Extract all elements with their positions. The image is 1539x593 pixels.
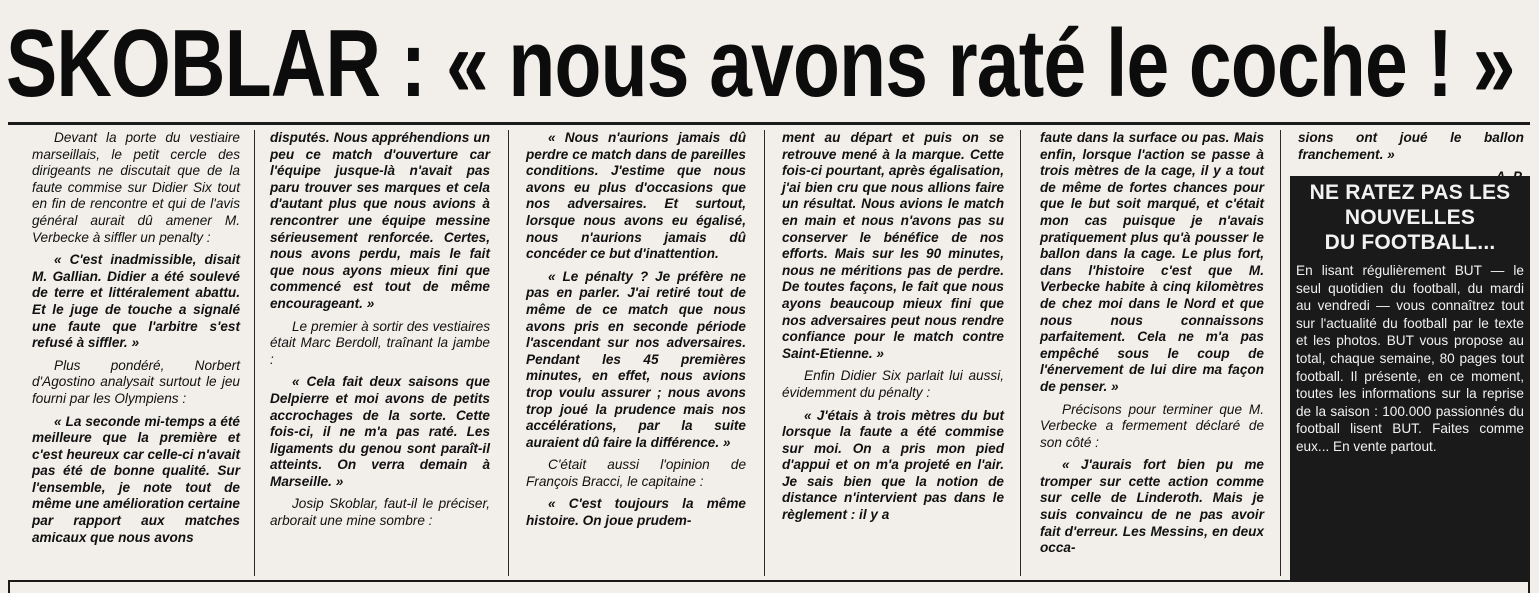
- article-paragraph: « C'est inadmissible, disait M. Gallian. Didier a été soulevé de terre et littéralement abattu. Et le juge de touche a signalé une faute que l'arbitre s'est refusé à siffler. »: [32, 252, 240, 351]
- promo-title-line: NOUVELLES: [1344, 206, 1476, 229]
- promo-title-line: NE RATEZ PAS LES: [1309, 181, 1511, 204]
- article-paragraph: « J'aurais fort bien pu me tromper sur cette action comme sur celle de Linderoth. Mais je suis convaincu de ne pas avoir fait d'erreur. Les Messins, en deux occa-: [1040, 457, 1264, 556]
- column-divider: [508, 130, 509, 576]
- promo-body: En lisant régulièrement BUT — le seul quotidien du football, du mardi au vendredi — vous connaîtrez tout sur l'actualité du football par le texte et les photos. BUT vous propose au total, chaque semaine, 80 pages tout football. Il présente, en ce moment, toutes les informations sur la reprise de la saison : 100.000 passionnés du football lisent BUT. Faites comme eux... En vente partout.: [1296, 263, 1524, 454]
- article-column-3: [526, 130, 746, 578]
- column-divider: [764, 130, 765, 576]
- article-paragraph: Plus pondéré, Norbert d'Agostino analysait surtout le jeu fourni par les Olympiens :: [32, 357, 240, 406]
- article-column-6: [1298, 130, 1524, 174]
- article-paragraph: ment au départ et puis on se retrouve mené à la marque. Cette fois-ci pourtant, après égalisation, j'ai bien cru que nous allions faire un résultat. Nous avions le match en main et nous n'avons pas su conserver le bénéfice de nos efforts. Mais sur les 90 minutes, nous ne méritions pas de perdre. De toutes façons, le fait que nous ayons beaucoup mieux fini que nos adversaires peut nous rendre confiance pour le match contre Saint-Etienne. »: [782, 130, 1004, 361]
- article-paragraph: Devant la porte du vestiaire marseillais, le petit cercle des dirigeants ne discutait que de la faute commise sur Didier Six tout en fin de rencontre et qui de l'avis général aurait dû amener M. Verbecke à siffler un penalty :: [32, 130, 240, 245]
- article-column-2: [270, 130, 490, 578]
- promo-title-line: DU FOOTBALL...: [1324, 231, 1496, 254]
- article-paragraph: C'était aussi l'opinion de François Bracci, le capitaine :: [526, 457, 746, 489]
- article-paragraph: « La seconde mi-temps a été meilleure que la première et c'est heureux car celle-ci n'avait pas été de bonne qualité. Sur l'ensemble, je note tout de même une amélioration certaine par rapport aux matches amicaux que nous avons: [32, 413, 240, 545]
- next-article-frame: [8, 582, 1530, 593]
- article-paragraph: « Le pénalty ? Je préfère ne pas en parler. J'ai retiré tout de même de ce match que nous avons pris en seconde période l'ascendant sur nos adversaires. Pendant les 45 premières minutes, en effet, nous avions trop voulu assurer ; nous avons trop joué la prudence mais nos accélérations, par la suite auraient dû faire la différence. »: [526, 268, 746, 450]
- article-paragraph: Josip Skoblar, faut-il le préciser, arborait une mine sombre :: [270, 496, 490, 529]
- column-divider: [1020, 130, 1021, 576]
- promo-box: [1290, 176, 1530, 580]
- headline: SKOBLAR : « nous avons raté le coche ! »: [6, 10, 1515, 117]
- article-paragraph: faute dans la surface ou pas. Mais enfin, lorsque l'action se passe à trois mètres de la cage, il y a tout de même de fortes chances pour que le but soit marqué, et c'était mon cas puisque je n'avais pratiquement plus qu'à pousser le ballon dans la cage. Le plus fort, dans l'histoire c'est que M. Verbecke habite à cinq kilomètres de chez moi dans le Nord et que nous nous connaissons parfaitement. Cela ne m'a pas empêché sous le coup de l'énervement de lui dire ma façon de penser. »: [1040, 130, 1264, 394]
- article-paragraph: Le premier à sortir des vestiaires était Marc Berdoll, traînant la jambe :: [270, 318, 490, 367]
- column-divider: [1280, 130, 1281, 576]
- headline-rule: [8, 122, 1530, 125]
- article-paragraph: « J'étais à trois mètres du but lorsque la faute a été commise sur moi. On a pris mon pied d'appui et on m'a projeté en l'air. Je sais bien que la notion de distance n'intervient pas dans le règlement : il y a: [782, 407, 1004, 523]
- article-paragraph: « Nous n'aurions jamais dû perdre ce match dans de pareilles conditions. J'estime que nous avons eu plus d'occasions que nos adversaires. Et surtout, lorsque nous avons eu égalisé, nous n'aurions jamais dû concéder ce but d'inattention.: [526, 130, 746, 262]
- article-paragraph: « C'est toujours la même histoire. On joue prudem-: [526, 496, 746, 529]
- article-paragraph: Précisons pour terminer que M. Verbecke a fermement déclaré de son côté :: [1040, 401, 1264, 450]
- article-paragraph: disputés. Nous appréhendions un peu ce match d'ouverture car l'équipe jusque-là n'avait pas paru trouver ses marques et cela d'autant plus que nous avions à rencontrer une équipe messine sérieusement renforcée. Certes, nous avons perdu, mais le fait que nous ayons mieux fini que commencé est tout de même encourageant. »: [270, 130, 490, 311]
- promo-title: [1290, 180, 1530, 255]
- article-paragraph: sions ont joué le ballon franchement. »: [1298, 130, 1524, 162]
- article-paragraph: « Cela fait deux saisons que Delpierre et moi avons de petits accrochages de la sorte. Cette fois-ci, il ne m'a pas raté. Les ligaments du genou sont paraît-il atteints. On verra demain à Marseille. »: [270, 374, 490, 489]
- article-paragraph: Enfin Didier Six parlait lui aussi, évidemment du pénalty :: [782, 368, 1004, 400]
- article-column-4: [782, 130, 1004, 578]
- column-divider: [254, 130, 255, 576]
- article-column-5: [1040, 130, 1264, 578]
- article-column-1: [32, 130, 240, 578]
